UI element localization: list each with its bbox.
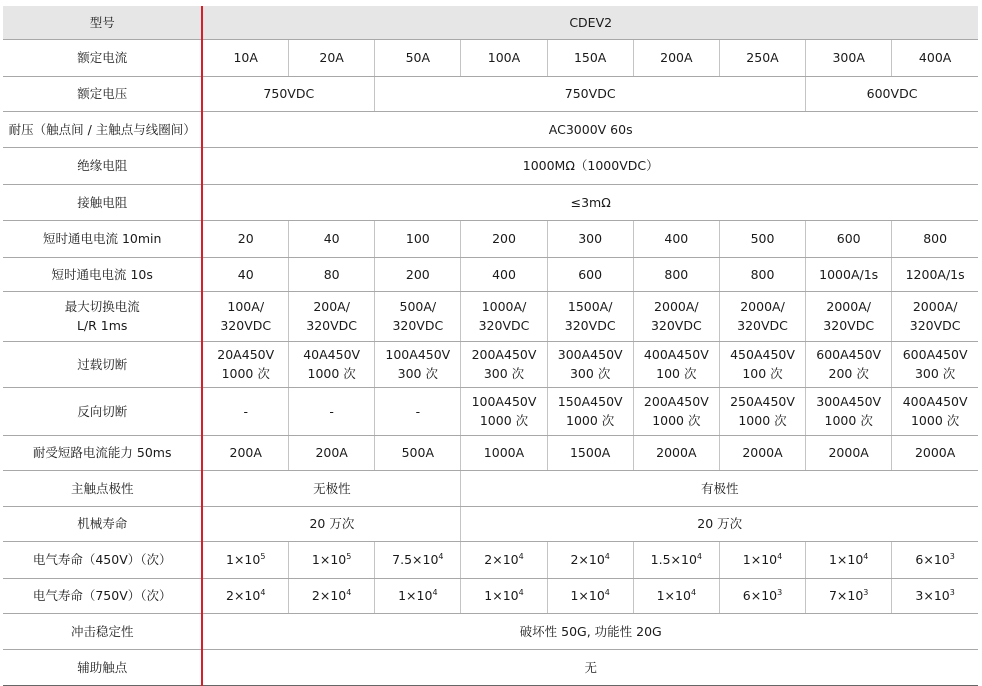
cell: 2000A <box>806 435 892 470</box>
cell: 450A450V 100 次 <box>719 341 805 387</box>
cell: $1\times 10^4$ <box>547 578 633 613</box>
spec-table <box>3 6 978 686</box>
cell: $2\times 10^4$ <box>289 578 375 613</box>
cell: - <box>375 387 461 435</box>
cell: 1500A/ 320VDC <box>547 291 633 341</box>
cell: 1200A/1s <box>892 257 978 291</box>
cell: 400A450V 1000 次 <box>892 387 978 435</box>
cell: 40A450V 1000 次 <box>289 341 375 387</box>
row-shock <box>3 613 978 649</box>
cell: $1\times 10^4$ <box>375 578 461 613</box>
cell: 200A <box>633 39 719 76</box>
row-insulation-resistance <box>3 147 978 184</box>
cell: $1\times 10^4$ <box>633 578 719 613</box>
cell: ≤3mΩ <box>202 184 978 220</box>
cell: 600 <box>806 220 892 257</box>
row-label: 额定电压 <box>3 76 202 111</box>
cell: 50A <box>375 39 461 76</box>
cell: 1000MΩ（1000VDC） <box>202 147 978 184</box>
cell: 2000A/ 320VDC <box>806 291 892 341</box>
row-label: 耐受短路电流能力 50ms <box>3 435 202 470</box>
row-contact-resistance <box>3 184 978 220</box>
row-label: 辅助触点 <box>3 649 202 685</box>
row-label: 冲击稳定性 <box>3 613 202 649</box>
cell: 500A/ 320VDC <box>375 291 461 341</box>
cell: 2000A <box>719 435 805 470</box>
cell: 400 <box>633 220 719 257</box>
cell: $3\times 10^3$ <box>892 578 978 613</box>
cell: - <box>202 387 288 435</box>
cell: 1000A/1s <box>806 257 892 291</box>
cell: 750VDC <box>375 76 806 111</box>
cell: 600A450V 300 次 <box>892 341 978 387</box>
row-overload-break <box>3 341 978 387</box>
cell: 600 <box>547 257 633 291</box>
cell: 400A <box>892 39 978 76</box>
cell: 2000A/ 320VDC <box>719 291 805 341</box>
row-label: 过载切断 <box>3 341 202 387</box>
cell: $2\times 10^4$ <box>461 541 547 578</box>
cell: $1\times 10^5$ <box>289 541 375 578</box>
row-electrical-life-450 <box>3 541 978 578</box>
cell: 100 <box>375 220 461 257</box>
row-label: 型号 <box>3 6 202 39</box>
row-label: 绝缘电阻 <box>3 147 202 184</box>
row-short-time-10min <box>3 220 978 257</box>
cell: 800 <box>633 257 719 291</box>
cell: 20 万次 <box>202 506 461 541</box>
row-reverse-break <box>3 387 978 435</box>
cell: $7\times 10^3$ <box>806 578 892 613</box>
cell: 40 <box>289 220 375 257</box>
row-label: 耐压（触点间 / 主触点与线圈间） <box>3 111 202 147</box>
cell: 300A <box>806 39 892 76</box>
row-label: 主触点极性 <box>3 470 202 506</box>
cell: AC3000V 60s <box>202 111 978 147</box>
cell: 2000A <box>892 435 978 470</box>
row-aux-contact <box>3 649 978 685</box>
row-short-time-10s <box>3 257 978 291</box>
cell: 1000A <box>461 435 547 470</box>
cell: 100A/ 320VDC <box>202 291 288 341</box>
row-label <box>3 291 202 341</box>
cell: 20 万次 <box>461 506 978 541</box>
cell: 800 <box>719 257 805 291</box>
cell: 20A <box>289 39 375 76</box>
model-value: CDEV2 <box>202 6 978 39</box>
cell: $1\times 10^4$ <box>806 541 892 578</box>
cell: 无 <box>202 649 978 685</box>
cell: 1000A/ 320VDC <box>461 291 547 341</box>
row-short-circuit <box>3 435 978 470</box>
cell: 250A450V 1000 次 <box>719 387 805 435</box>
cell: $6\times 10^3$ <box>892 541 978 578</box>
cell: 400A450V 100 次 <box>633 341 719 387</box>
cell: $2\times 10^4$ <box>547 541 633 578</box>
row-model <box>3 6 978 39</box>
cell: $1\times 10^4$ <box>461 578 547 613</box>
cell: $1\times 10^5$ <box>202 541 288 578</box>
cell: 150A450V 1000 次 <box>547 387 633 435</box>
cell: 20A450V 1000 次 <box>202 341 288 387</box>
row-rated-current <box>3 39 978 76</box>
cell: 600A450V 200 次 <box>806 341 892 387</box>
cell: 500 <box>719 220 805 257</box>
cell: 80 <box>289 257 375 291</box>
cell: 800 <box>892 220 978 257</box>
row-label: 短时通电电流 10s <box>3 257 202 291</box>
cell: 200A/ 320VDC <box>289 291 375 341</box>
row-electrical-life-750 <box>3 578 978 613</box>
cell: 200A <box>289 435 375 470</box>
row-label: 接触电阻 <box>3 184 202 220</box>
cell: 300A450V 1000 次 <box>806 387 892 435</box>
cell: 100A450V 1000 次 <box>461 387 547 435</box>
cell: 200 <box>461 220 547 257</box>
cell: 2000A/ 320VDC <box>633 291 719 341</box>
cell: 2000A/ 320VDC <box>892 291 978 341</box>
cell: 10A <box>202 39 288 76</box>
row-polarity <box>3 470 978 506</box>
label-line: 最大切换电流 <box>64 299 140 314</box>
cell: $1.5\times 10^4$ <box>633 541 719 578</box>
cell: 有极性 <box>461 470 978 506</box>
cell: 100A450V 300 次 <box>375 341 461 387</box>
row-label: 反向切断 <box>3 387 202 435</box>
cell: $2\times 10^4$ <box>202 578 288 613</box>
cell: 200A450V 1000 次 <box>633 387 719 435</box>
cell: $6\times 10^3$ <box>719 578 805 613</box>
cell: 200A450V 300 次 <box>461 341 547 387</box>
cell: 300 <box>547 220 633 257</box>
cell: $1\times 10^4$ <box>719 541 805 578</box>
row-mechanical-life <box>3 506 978 541</box>
cell: 400 <box>461 257 547 291</box>
row-withstand-voltage <box>3 111 978 147</box>
cell: 250A <box>719 39 805 76</box>
cell: 40 <box>202 257 288 291</box>
spec-sheet <box>3 6 978 686</box>
row-label: 机械寿命 <box>3 506 202 541</box>
cell: 破坏性 50G, 功能性 20G <box>202 613 978 649</box>
cell: 200A <box>202 435 288 470</box>
cell: 750VDC <box>202 76 374 111</box>
cell: 300A450V 300 次 <box>547 341 633 387</box>
cell: 600VDC <box>806 76 978 111</box>
cell: 100A <box>461 39 547 76</box>
cell: 150A <box>547 39 633 76</box>
row-label: 短时通电电流 10min <box>3 220 202 257</box>
row-max-switching <box>3 291 978 341</box>
cell: 1500A <box>547 435 633 470</box>
cell: 2000A <box>633 435 719 470</box>
row-label: 额定电流 <box>3 39 202 76</box>
cell: 无极性 <box>202 470 461 506</box>
label-line: L/R 1ms <box>76 318 128 333</box>
cell: 200 <box>375 257 461 291</box>
cell: $7.5\times 10^4$ <box>375 541 461 578</box>
cell: 500A <box>375 435 461 470</box>
cell: - <box>289 387 375 435</box>
cell: 20 <box>202 220 288 257</box>
row-label: 电气寿命（450V）（次） <box>3 541 202 578</box>
row-rated-voltage <box>3 76 978 111</box>
row-label: 电气寿命（750V）（次） <box>3 578 202 613</box>
